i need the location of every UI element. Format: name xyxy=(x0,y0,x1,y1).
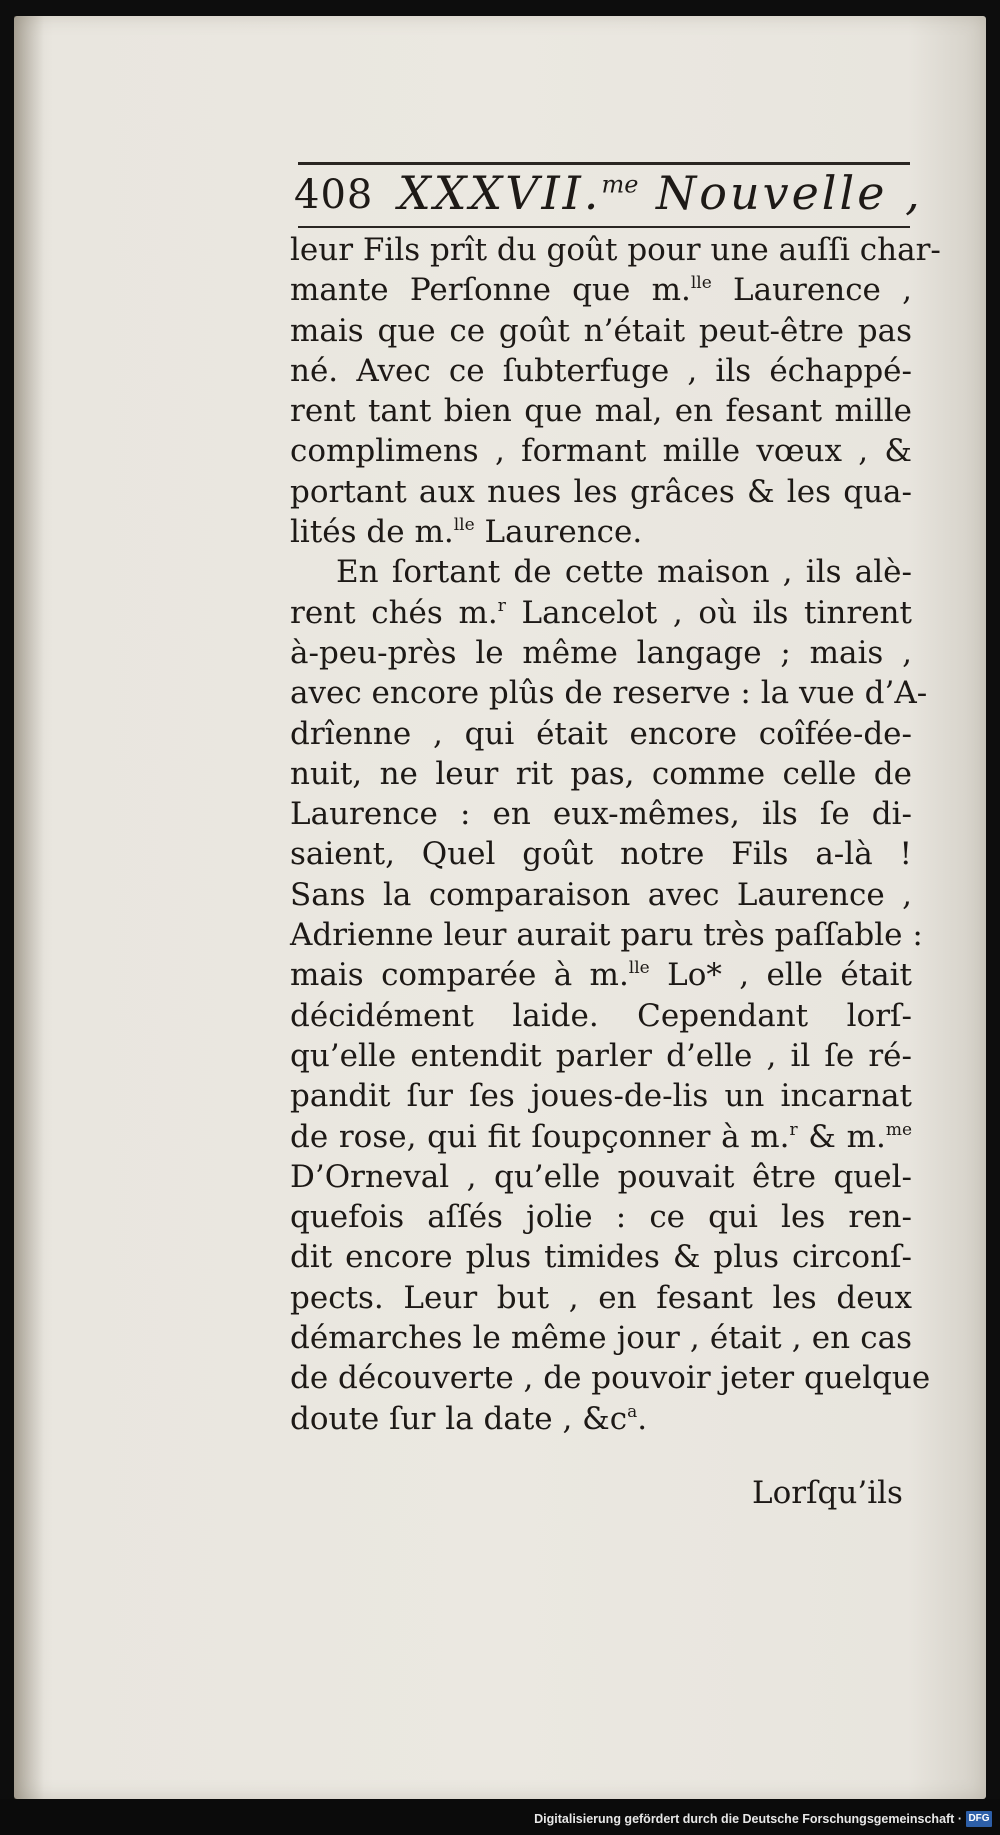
body-text xyxy=(290,230,941,1439)
chapter-title-word: Nouvelle , xyxy=(638,166,923,220)
text-line: pandit ſur ſes joues-de-lis un incarnat xyxy=(290,1078,912,1115)
text-line: En ſortant de cette maison , ils alè- xyxy=(336,554,912,591)
text-line: complimens , formant mille vœux , & xyxy=(290,433,912,470)
running-head xyxy=(294,166,923,224)
text-line: portant aux nues les grâces & les qua- xyxy=(290,473,912,510)
text-line: saient, Quel goût notre Fils a-là ! xyxy=(290,836,912,873)
text-line: drîenne , qui était encore coîfée-de- xyxy=(290,715,912,752)
text-line: D’Orneval , qu’elle pouvait être quel- xyxy=(290,1158,912,1195)
text-line: qu’elle entendit parler d’elle , il ſe ré- xyxy=(290,1037,912,1074)
text-line: mante Perſonne que m.$^{lle}$ Laurence , xyxy=(290,272,912,309)
text-line: à-peu-près le même langage ; mais , xyxy=(290,634,912,671)
gutter-shadow xyxy=(14,16,44,1799)
text-line: de rose, qui fit ſoupçonner à m.$^r$ & m.$^{me}$ xyxy=(290,1118,913,1155)
header-rule-bottom xyxy=(298,226,910,228)
chapter-title xyxy=(398,166,923,220)
text-line: quefois aſſés jolie : ce qui les ren- xyxy=(290,1199,912,1236)
text-line: Adrienne leur aurait paru très paſſable : xyxy=(290,917,923,954)
text-line: de découverte , de pouvoir jeter quelque xyxy=(290,1360,931,1397)
dfg-logo-icon: DFG xyxy=(966,1811,992,1827)
text-line: rent tant bien que mal, en fesant mille xyxy=(290,393,912,430)
footer-bar xyxy=(0,1799,1000,1835)
page-number: 408 xyxy=(294,172,374,218)
text-line: avec encore plûs de reserve : la vue d’A- xyxy=(290,675,928,712)
text-line: né. Avec ce ſubterfuge , ils échappé- xyxy=(290,352,912,389)
text-line: Sans la comparaison avec Laurence , xyxy=(290,876,912,913)
digitization-credit: Digitalisierung gefördert durch die Deutsche Forschungsgemeinschaft · xyxy=(534,1812,962,1826)
chapter-title-numeral: XXXVII. xyxy=(398,166,602,220)
text-line: Laurence : en eux-mêmes, ils ſe di- xyxy=(290,796,912,833)
text-line: lités de m.$^{lle}$ Laurence. xyxy=(290,514,643,551)
text-line: mais que ce goût n’était peut-être pas xyxy=(290,312,912,349)
text-line: décidément laide. Cependant lorſ- xyxy=(290,997,912,1034)
text-line: pects. Leur but , en fesant les deux xyxy=(290,1279,912,1316)
text-line: leur Fils prît du goût pour une auſſi char- xyxy=(290,232,941,268)
text-line: mais comparée à m.$^{lle}$ Lo* , elle était xyxy=(290,957,912,994)
text-line: doute ſur la date , $\&c^a$. xyxy=(290,1400,648,1437)
header-rule-top xyxy=(298,162,910,165)
text-line: rent chés m.$^r$ Lancelot , où ils tinrent xyxy=(290,594,912,631)
text-line: dit encore plus timides & plus circonſ- xyxy=(290,1239,912,1276)
text-line: nuit, ne leur rit pas, comme celle de xyxy=(290,755,912,792)
chapter-title-superscript: me xyxy=(601,170,639,199)
catchword: Lorſqu’ils xyxy=(752,1475,903,1511)
text-line: démarches le même jour , était , en cas xyxy=(290,1320,912,1357)
